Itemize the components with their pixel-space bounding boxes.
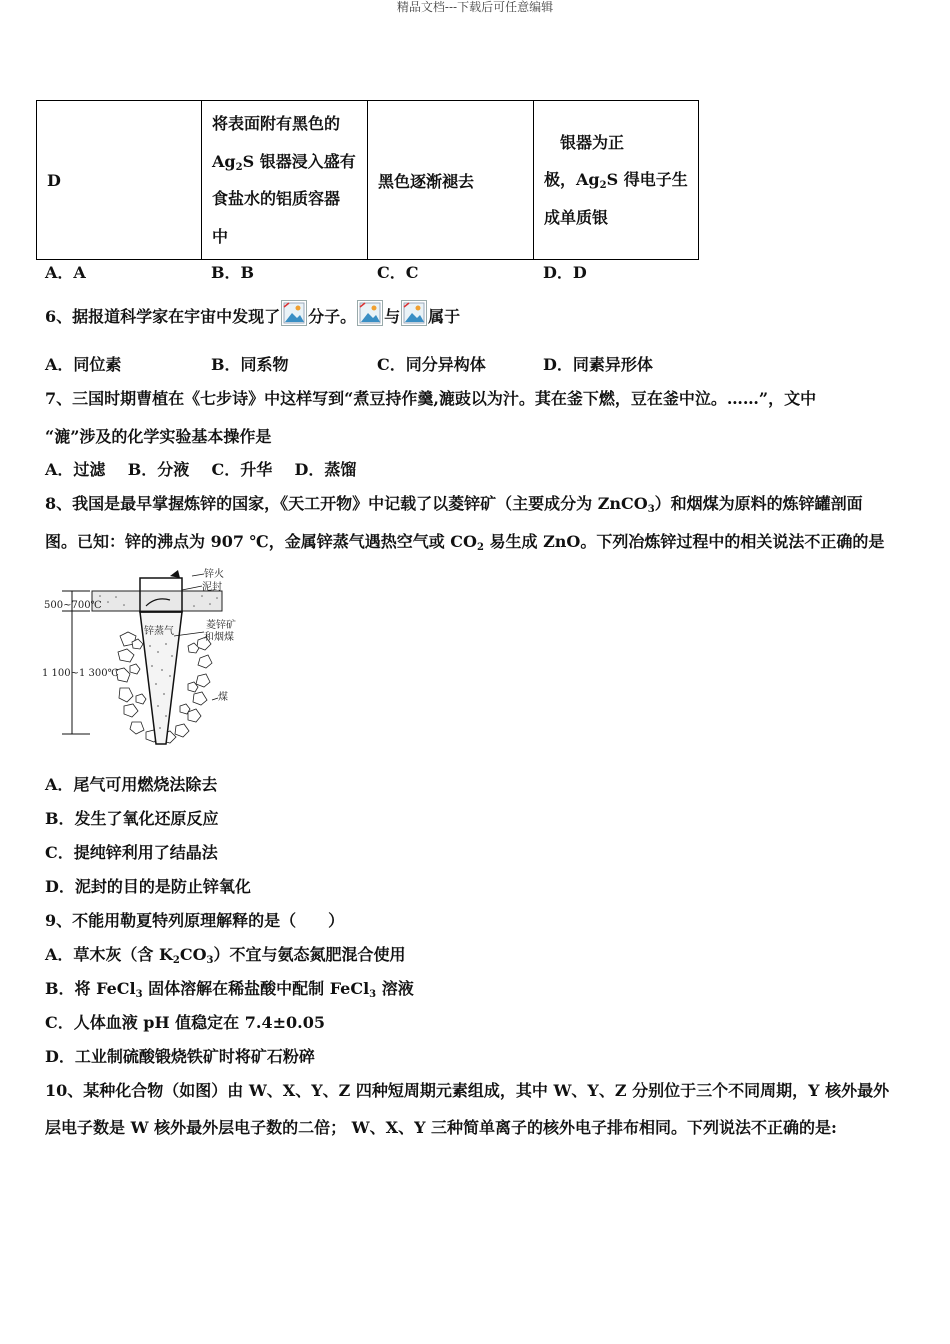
option-d: D．同素异形体: [543, 355, 653, 374]
q6-options: [45, 354, 653, 376]
zinc-smelting-diagram: [42, 566, 242, 756]
question-8-line1: 8、我国是最早掌握炼锌的国家，《天工开物》中记载了以菱锌矿（主要成分为 ZnCO$_3$）和烟煤为原料的炼锌罐剖面: [45, 494, 863, 515]
table-cell-phenomenon: 黑色逐渐褪去: [368, 101, 534, 260]
question-8-line2: 图。已知：锌的沸点为 907 ℃，金属锌蒸气遇热空气或 $CO_2$ 易生成 ZnO。下列冶炼锌过程中的相关说法不正确的是: [45, 532, 885, 553]
table-cell-explanation: 银器为正 极，$Ag_2S$ 得电子生 成单质银: [534, 101, 699, 260]
table-cell-label: D: [37, 101, 202, 260]
q9-option-c: C．人体血液 pH 值稳定在 7.4±0.05: [45, 1013, 325, 1032]
table-cell-operation: 将表面附有黑色的 $Ag_2S$ 银器浸入盛有 食盐水的铝质容器 中: [202, 101, 368, 260]
experiment-table: [36, 100, 699, 260]
q8-option-b: B．发生了氧化还原反应: [45, 809, 219, 828]
option-c: C．同分异构体: [377, 355, 486, 374]
question-7-line2: “漉”涉及的化学实验基本操作是: [45, 427, 272, 446]
option-b: B．B: [211, 263, 255, 282]
flame-icon: [170, 570, 180, 578]
label-temp-bottom: 1 100~1 300℃: [42, 668, 119, 679]
q8-option-c: C．提纯锌利用了结晶法: [45, 843, 218, 862]
table-row: [37, 101, 699, 260]
label-zinc-fire: 锌火: [204, 569, 224, 580]
option-c: C．C: [377, 263, 419, 282]
label-coal: 煤: [218, 692, 228, 703]
option-b: B．同系物: [211, 355, 289, 374]
broken-image-icon: [357, 300, 383, 326]
label-zinc-vapor: 锌蒸气: [144, 626, 174, 637]
question-7-line1: 7、三国时期曹植在《七步诗》中这样写到“煮豆持作羹,漉豉以为汁。萁在釜下燃，豆在釜中泣。……”，文中: [45, 389, 817, 408]
question-9: 9、不能用勒夏特列原理解释的是（ ）: [45, 911, 345, 930]
option-a: A．A: [45, 263, 86, 282]
q8-option-d: D．泥封的目的是防止锌氧化: [45, 877, 251, 896]
furnace-top: [92, 591, 222, 611]
q7-options: A．过滤 B．分液 C．升华 D．蒸馏: [45, 460, 357, 479]
q8-option-a: A．尾气可用燃烧法除去: [45, 775, 218, 794]
label-temp-top: 500~700℃: [44, 600, 102, 611]
q9-option-a: A．草木灰（含 $K_2CO_3$）不宜与氨态氮肥混合使用: [45, 945, 406, 966]
question-6: 6、据报道科学家在宇宙中发现了 分子。 与 属于: [45, 300, 460, 328]
question-10-line1: 10、某种化合物（如图）由 W、X、Y、Z 四种短周期元素组成，其中 W、Y、Z 分别位于三个不同周期，Y 核外最外: [45, 1081, 890, 1100]
question-10-line2: 层电子数是 W 核外最外层电子数的二倍； W、X、Y 三种简单离子的核外电子排布相同。下列说法不正确的是:: [45, 1118, 837, 1137]
q9-option-b: B．将 FeCl$_3$ 固体溶解在稀盐酸中配制 FeCl$_3$ 溶液: [45, 979, 414, 1000]
q9-option-d: D．工业制硫酸锻烧铁矿时将矿石粉碎: [45, 1047, 315, 1066]
broken-image-icon: [281, 300, 307, 326]
option-a: A．同位素: [45, 355, 122, 374]
label-mud-seal: 泥封: [202, 582, 222, 593]
q5-options: [45, 262, 587, 284]
broken-image-icon: [401, 300, 427, 326]
page-header: 精品文档---下载后可任意编辑: [396, 0, 554, 14]
label-ore-coal: 和烟煤: [204, 632, 234, 643]
option-d: D．D: [543, 263, 587, 282]
label-ore: 菱锌矿: [206, 620, 236, 631]
